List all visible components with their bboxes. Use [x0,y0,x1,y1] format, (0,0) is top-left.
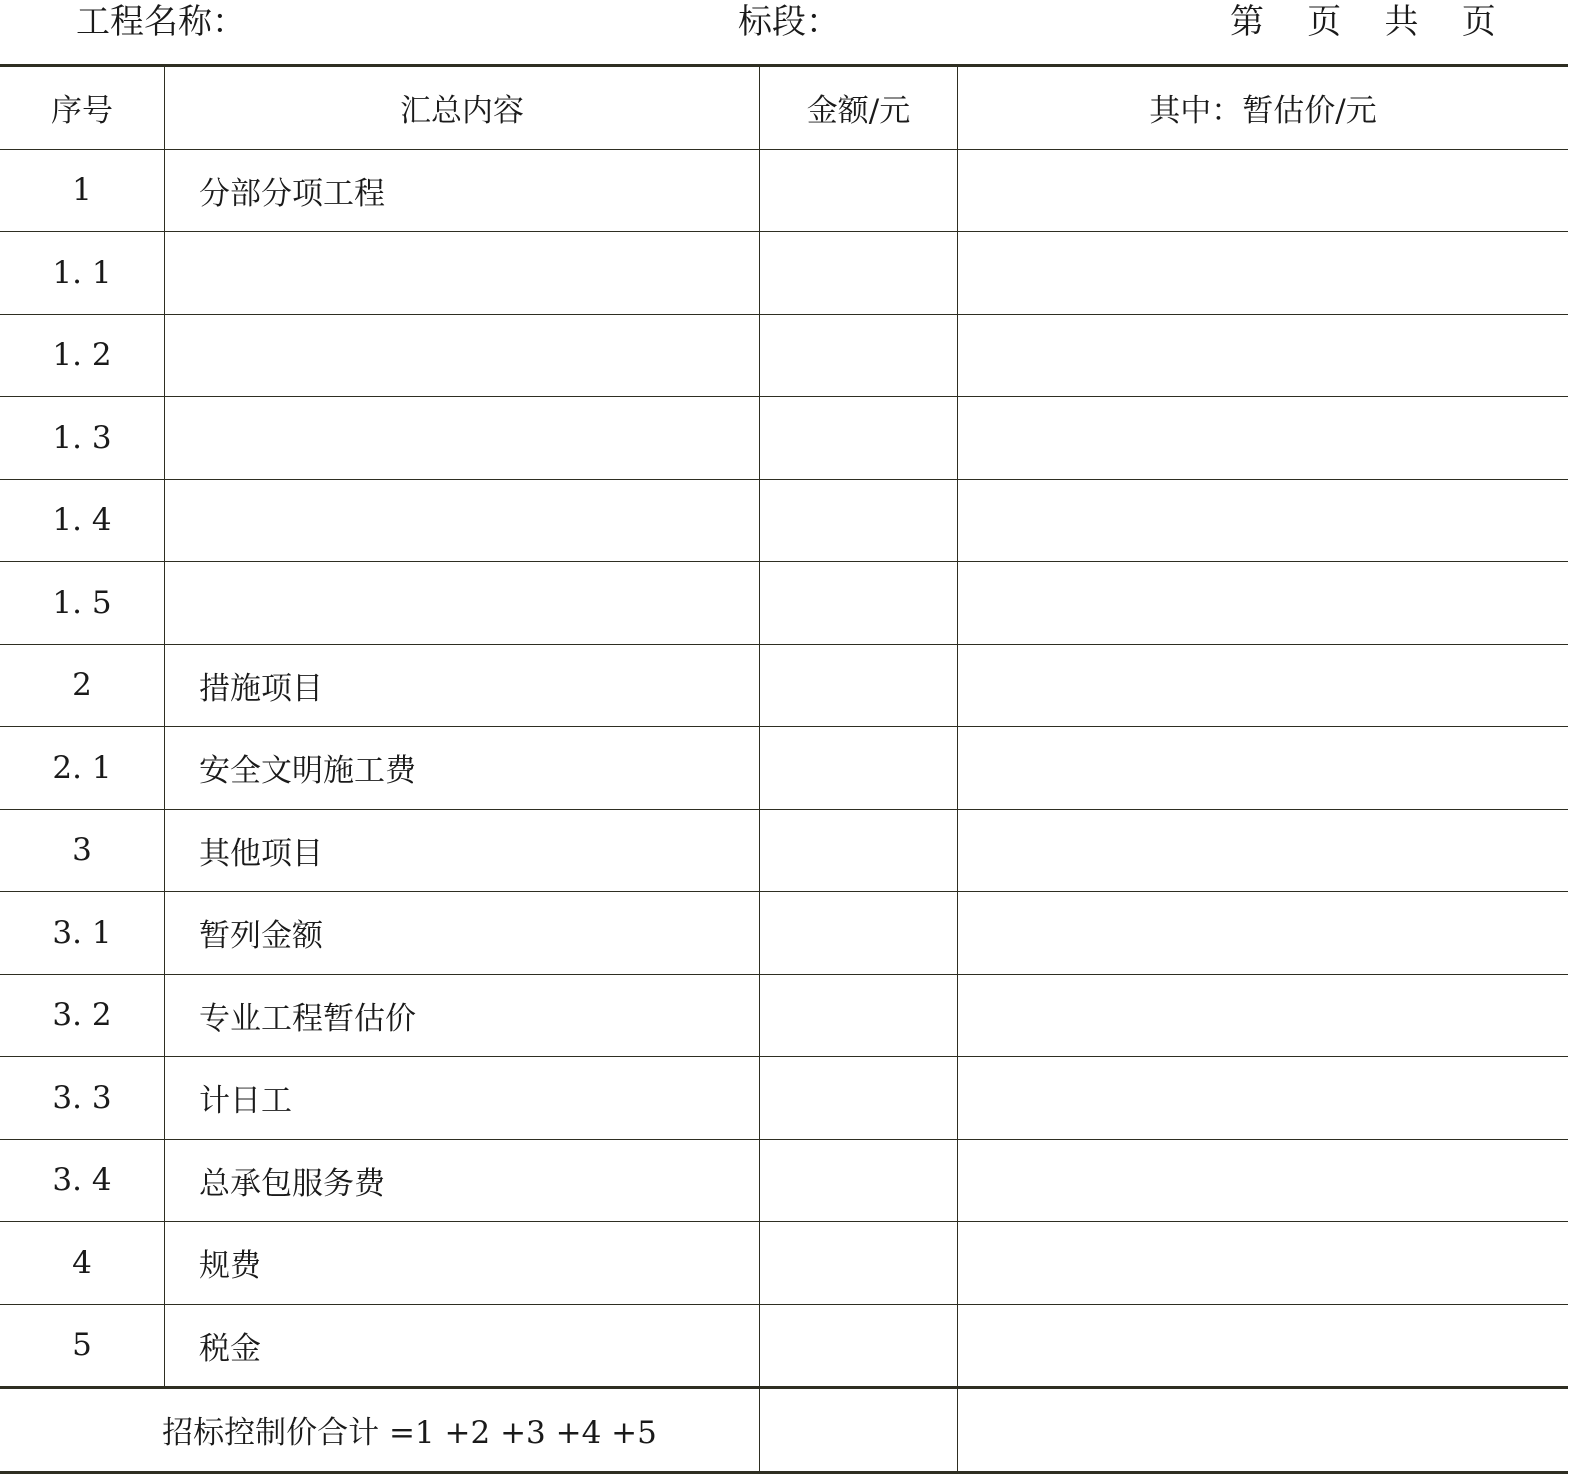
table-row [0,644,1568,727]
row-no-cell: 5 [0,1304,165,1388]
column-header-content: 汇总内容 [165,66,760,150]
row-estimate-cell[interactable] [958,809,1569,892]
row-amount-cell[interactable] [760,892,958,975]
row-no-cell: 3 [0,809,165,892]
row-estimate-cell[interactable] [958,1222,1569,1305]
table-row [0,727,1568,810]
row-content-cell [165,562,760,645]
row-amount-cell[interactable] [760,562,958,645]
row-estimate-cell[interactable] [958,644,1569,727]
row-estimate-cell[interactable] [958,727,1569,810]
row-no-cell: 3. 1 [0,892,165,975]
row-content-cell: 措施项目 [165,644,760,727]
row-no-cell: 1 [0,149,165,232]
row-amount-cell[interactable] [760,397,958,480]
table-row [0,314,1568,397]
table-row [0,974,1568,1057]
table-row [0,1139,1568,1222]
column-header-no: 序号 [0,66,165,150]
row-content-cell: 税金 [165,1304,760,1388]
row-content-cell [165,232,760,315]
row-amount-cell[interactable] [760,479,958,562]
row-estimate-cell[interactable] [958,1139,1569,1222]
row-amount-cell[interactable] [760,232,958,315]
row-estimate-cell[interactable] [958,149,1569,232]
row-amount-cell[interactable] [760,974,958,1057]
row-content-cell: 其他项目 [165,809,760,892]
row-amount-cell[interactable] [760,314,958,397]
row-content-cell: 规费 [165,1222,760,1305]
row-no-cell: 2. 1 [0,727,165,810]
table-row [0,149,1568,232]
table-row [0,562,1568,645]
row-estimate-cell[interactable] [958,314,1569,397]
row-no-cell: 3. 3 [0,1057,165,1140]
row-no-cell: 2 [0,644,165,727]
table-row [0,397,1568,480]
table-row [0,479,1568,562]
row-estimate-cell[interactable] [958,892,1569,975]
row-estimate-cell[interactable] [958,479,1569,562]
row-estimate-cell[interactable] [958,1057,1569,1140]
row-amount-cell[interactable] [760,727,958,810]
bid-control-price-summary-table [0,64,1568,1474]
form-header [0,0,1572,62]
row-no-cell: 1. 2 [0,314,165,397]
row-amount-cell[interactable] [760,1222,958,1305]
row-estimate-cell[interactable] [958,397,1569,480]
row-no-cell: 4 [0,1222,165,1305]
table-row [0,1057,1568,1140]
row-estimate-cell[interactable] [958,562,1569,645]
total-estimate-cell[interactable] [958,1388,1569,1473]
column-header-estimate: 其中：暂估价/元 [958,66,1569,150]
row-content-cell: 专业工程暂估价 [165,974,760,1057]
total-label: 招标控制价合计 =1 +2 +3 +4 +5 [0,1388,760,1473]
total-amount-cell[interactable] [760,1388,958,1473]
row-no-cell: 1. 1 [0,232,165,315]
column-header-amount: 金额/元 [760,66,958,150]
row-content-cell: 总承包服务费 [165,1139,760,1222]
row-no-cell: 1. 3 [0,397,165,480]
row-estimate-cell[interactable] [958,1304,1569,1388]
row-estimate-cell[interactable] [958,974,1569,1057]
table-row [0,232,1568,315]
row-no-cell: 3. 2 [0,974,165,1057]
row-amount-cell[interactable] [760,809,958,892]
row-content-cell [165,397,760,480]
row-content-cell: 计日工 [165,1057,760,1140]
row-estimate-cell[interactable] [958,232,1569,315]
total-row [0,1388,1568,1473]
table-body [0,149,1568,1388]
table-row [0,1304,1568,1388]
table-row [0,809,1568,892]
row-no-cell: 3. 4 [0,1139,165,1222]
section-label: 标段： [738,2,840,42]
row-no-cell: 1. 4 [0,479,165,562]
row-no-cell: 1. 5 [0,562,165,645]
row-content-cell: 暂列金额 [165,892,760,975]
row-amount-cell[interactable] [760,1304,958,1388]
row-content-cell: 安全文明施工费 [165,727,760,810]
table-header-row [0,66,1568,150]
row-amount-cell[interactable] [760,1139,958,1222]
page-number-label: 第 页 共 页 [1230,2,1496,42]
row-amount-cell[interactable] [760,1057,958,1140]
row-amount-cell[interactable] [760,149,958,232]
project-name-label: 工程名称： [76,2,246,42]
row-content-cell [165,479,760,562]
row-content-cell: 分部分项工程 [165,149,760,232]
row-amount-cell[interactable] [760,644,958,727]
table-row [0,1222,1568,1305]
row-content-cell [165,314,760,397]
table-row [0,892,1568,975]
